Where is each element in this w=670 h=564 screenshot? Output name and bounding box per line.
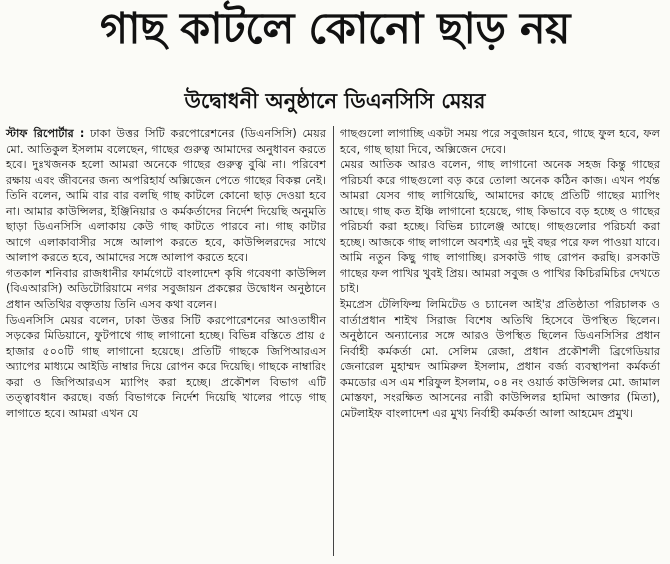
article-paragraph: গাছগুলো লাগাচ্ছি একটা সময় পরে সবুজায়ন হবে, গাছে ফুল হবে, ফল হবে, গাছ ছায়া দিবে, অক্সিজেন দেবে। [340,127,660,156]
column-divider [333,126,334,556]
article-paragraph: ডিএনসিসি মেয়র বলেন, ঢাকা উত্তর সিটি করপোরেশনের আওতাধীন সড়কের মিডিয়ানে, ফুটপাথে গাছ লাগানো হচ্ছে। বিভিন্ন বস্তিতে প্রায় ৫ হাজার ৫০০টি গাছ লাগানো হয়েছে। প্রতিটি গাছকে জিপিআরএস অ্যাপের মাধ্যমে আইডি নাম্বার দিয়ে রোপন করে দিয়েছি। গাছকে নাম্বারিং করা ও জিপিআরএস ম্যাপিং করা হচ্ছে। প্রকৌশল বিভাগ এটি তত্ত্বাবধান করছে। বর্জ্য বিভাগকে নির্দেশ দিয়েছি খালের পাড়ে গাছ লাগাতে হবে। আমরা এখন যে [6,313,326,420]
article-paragraph: ইমপ্রেস টেলিফিল্ম লিমিটেড ও চ্যানেল আই'র প্রতিষ্ঠাতা পরিচালক ও বার্তাপ্রধান শাইখ সিরাজ বিশেষ অতিথি হিসেবে উপস্থিত ছিলেন। অনুষ্ঠানে অন্যান্যের সঙ্গে আরও উপস্থিত ছিলেন ডিএনসিসির প্রধান নির্বাহী কর্মকর্তা মো. সেলিম রেজা, প্রধান প্রকৌশলী ব্রিগেডিয়ার জেনারেল মুহাম্মদ আমিরুল ইসলাম, প্রধান বর্জ্য ব্যবস্থাপনা কর্মকর্তা কমডোর এস এম শরিফুল ইসলাম, ০৪ নং ওয়ার্ড কাউন্সিলর মো. জামাল মোস্তফা, সংরক্ষিত আসনের নারী কাউন্সিলর হামিদা আক্তার (মিতা), মেটলাইফ বাংলাদেশ এর মুখ্য নির্বাহী কর্মকর্তা আলা আহমেদ প্রমুখ। [340,298,660,420]
article-paragraph: মেয়র আতিক আরও বলেন, গাছ লাগানো অনেক সহজ কিন্তু গাছের পরিচর্যা করে গাছগুলো বড় করে তোলা অনেক কঠিন কাজ। এখন পর্যন্ত আমরা যেসব গাছ লাগিয়েছি, আমাদের কাছে প্রতিটি গাছের ম্যাপিং আছে। গাছ কত ইঞ্চি লাগানো হয়েছে, গাছ কিভাবে বড় হচ্ছে ও গাছের পরিচর্যা করা হচ্ছে। বিভিন্ন চ্যালেঞ্জ আছে। গাছগুলোর পরিচর্যা করা হচ্ছে। আজকে গাছ লাগালে অবশ্যই এর দুই বছর পরে ফল পাওয়া যাবে। আমি নতুন কিছু গাছ লাগাচ্ছি। রসকাউ গাছ রোপন করছি। রসকাউ গাছের ফল পাখির খুবই প্রিয়। আমরা সবুজ ও পাখির কিচিরমিচির দেখতে চাই। [340,158,660,296]
article-column-right [340,126,660,421]
article-paragraph: গতকাল শনিবার রাজধানীর ফার্মগেটে বাংলাদেশ কৃষি গবেষণা কাউন্সিল (বিএআরসি) অডিটোরিয়ামে নগর সবুজায়ন প্রকল্পের উদ্বোধন অনুষ্ঠানে প্রধান অতিথির বক্তৃতায় তিনি এসব কথা বলেন। [6,266,326,312]
article-paragraph: স্টাফ রিপোর্টার : ঢাকা উত্তর সিটি করপোরেশনের (ডিএনসিসি) মেয়র মো. আতিকুল ইসলাম বলেছেন, গাছের গুরুত্ব আমাদের অনুধাবন করতে হবে। দুঃখজনক হলো আমরা অনেকে গাছের গুরুত্ব বুঝি না। পরিবেশ রক্ষায় এবং জীবনের জন্য অপরিহার্য অক্সিজেন পেতে গাছের বিকল্প নেই। তিনি বলেন, আমি বার বার বলছি গাছ কাটলে কোনো ছাড় দেওয়া হবে না। আমার কাউন্সিলর, ইঞ্জিনিয়ার ও কর্মকর্তাদের নির্দেশ দিয়েছি অনুমতি ছাড়া ডিএনসিসি এলাকায় কেউ গাছ কাটতে পারবে না। গাছ কাটার আগে এলাকাবাসীর সঙ্গে আলাপ করতে হবে, কাউন্সিলরদের সাথে আলাপ করতে হবে, আমাদের সঙ্গে আলাপ করতে হবে। [6,127,326,265]
article-column-left [6,126,326,421]
subheadline: উদ্বোধনী অনুষ্ঠানে ডিএনসিসি মেয়র [184,89,486,113]
byline: স্টাফ রিপোর্টার : [6,127,85,140]
headline: গাছ কাটলে কোনো ছাড় নয় [99,4,571,54]
